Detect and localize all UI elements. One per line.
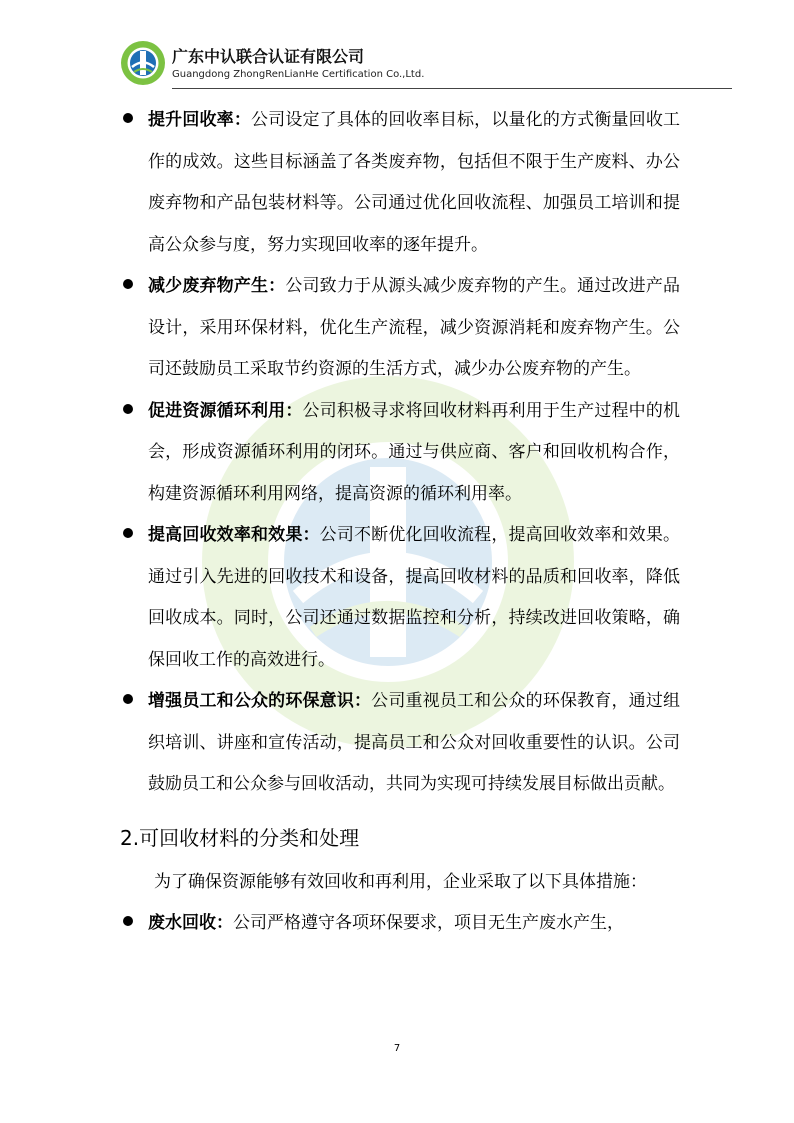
bullet-text: 公司设定了具体的回收率目标，以量化的方式衡量回收工作的成效。这些目标涵盖了各类废弃物，包括但不限于生产废料、办公废弃物和产品包装材料等。公司通过优化回收流程、加强员工培训和提高公众参与度，努力实现回收率的逐年提升。: [148, 110, 680, 255]
bullet-dot-icon: [123, 528, 133, 538]
bullet-item-recycling-rate: [120, 100, 680, 266]
bullet-dot-icon: [123, 404, 133, 414]
bullet-item-wastewater: [120, 903, 680, 945]
bullet-text: 公司积极寻求将回收材料再利用于生产过程中的机会，形成资源循环利用的闭环。通过与供应商、客户和回收机构合作，构建资源循环利用网络，提高资源的循环利用率。: [148, 400, 680, 504]
bullet-item-resource-recycling: [120, 391, 680, 516]
bullet-title: 提高回收效率和效果：: [148, 525, 320, 545]
bullet-title: 减少废弃物产生：: [148, 276, 286, 296]
bullet-text: 公司严格遵守各项环保要求，项目无生产废水产生，: [233, 913, 624, 933]
company-name-cn: 广东中认联合认证有限公司: [172, 47, 365, 66]
bullet-text: 公司重视员工和公众的环保教育，通过组织培训、讲座和宣传活动，提高员工和公众对回收重要性的认识。公司鼓励员工和公众参与回收活动，共同为实现可持续发展目标做出贡献。: [148, 691, 681, 794]
page-number: 7: [393, 1043, 401, 1054]
bullet-item-recycling-efficiency: [120, 515, 680, 681]
bullet-dot-icon: [123, 694, 133, 704]
company-logo-icon: [120, 40, 166, 86]
bullet-title: 增强员工和公众的环保意识：: [148, 691, 372, 711]
bullet-title: 废水回收：: [148, 913, 233, 933]
section-intro: 为了确保资源能够有效回收和再利用，企业采取了以下具体措施：: [154, 871, 647, 892]
bullet-dot-icon: [123, 279, 133, 289]
bullet-item-environmental-awareness: [120, 681, 680, 806]
bullet-text: 公司致力于从源头减少废弃物的产生。通过改进产品设计，采用环保材料，优化生产流程，减少资源消耗和废弃物产生。公司还鼓励员工采取节约资源的生活方式，减少办公废弃物的产生。: [148, 276, 681, 379]
bullet-dot-icon: [123, 113, 133, 123]
bullet-title: 促进资源循环利用：: [148, 400, 303, 421]
bullet-item-reduce-waste: [120, 266, 680, 391]
page-header: [120, 40, 680, 92]
bullet-text: 公司不断优化回收流程，提高回收效率和效果。通过引入先进的回收技术和设备，提高回收材料的品质和回收率，降低回收成本。同时，公司还通过数据监控和分析，持续改进回收策略，确保回收工作的高效进行。: [148, 525, 681, 670]
header-divider: [172, 88, 732, 89]
section-heading: 2.可回收材料的分类和处理: [120, 825, 360, 850]
company-name-en: Guangdong ZhongRenLianHe Certification Co.,Ltd.: [172, 69, 425, 80]
bullet-dot-icon: [123, 916, 133, 926]
document-body: [120, 100, 680, 945]
bullet-title: 提升回收率：: [148, 110, 251, 130]
